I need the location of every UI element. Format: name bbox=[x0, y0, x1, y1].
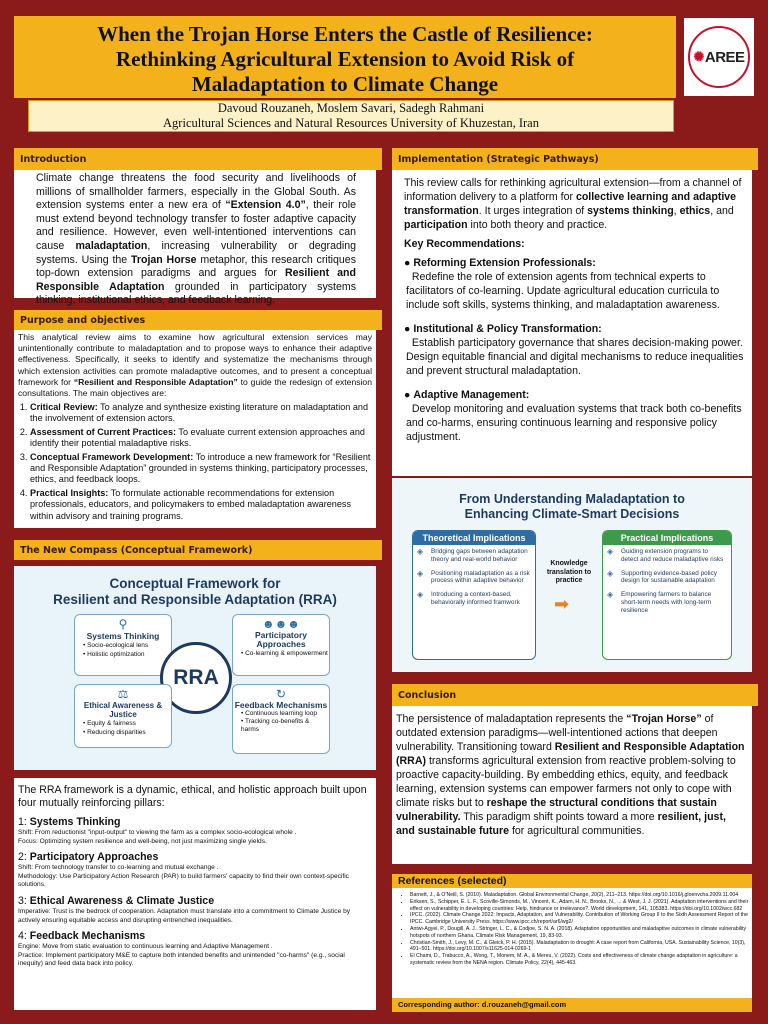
arrow-right-icon: ➡ bbox=[554, 594, 570, 614]
purpose-intro: This analytical review aims to examine how agricultural extension services may unintentionally contribute to maladaptation and to propose ways to enhance their adaptive effectiveness. Specifically, it seeks to identify and systematize the mechanisms through which extension activities can promote maladaptive outcomes, and to present a conceptual framework for “Resilient and Responsible Adaptation” to guide the redesign of extension consultations. The main objectives are: bbox=[18, 332, 372, 399]
practical-box: Practical Implications ◈ Guiding extension programs to detect and reduce maladaptive risks ◈ Supporting evidence-based policy design for sustainable adaptation ◈ Empowering farmers to balance short-term needs with long-term resilience bbox=[602, 530, 732, 660]
conclusion-text: The persistence of maladaptation represents the “Trojan Horse” of outdated extension paradigms—well-intentioned actions that deepen vulnerability. Transitioning toward Resilient and Responsible Adaptation (RRA) transforms agricultural extension from reactive problem-solving to proactive capacity-building. By embedding ethics, equity, and feedback learning, extension systems can empower farmers not only to cope with climate risks but to reshape the structural conditions that sustain vulnerability. This paradigm shift points toward a more resilient, just, and sustainable future for agricultural communities. bbox=[396, 713, 745, 837]
reference-item: • Antwi-Agyei, P., Dougill, A. J., Stringer, L. C., & Codjoe, S. N. A. (2018). Adaptation opportunities and maladaptive outcomes in climate vulnerability hotspots of northern Ghana. Climate Risk Management, 19, 83-93. bbox=[410, 926, 752, 940]
title-line-2: Rethinking Agricultural Extension to Avoid Risk of bbox=[115, 47, 575, 71]
pillar-ethical: ⚖ Ethical Awareness & Justice • Equity & fairness • Reducing disparities bbox=[74, 684, 172, 748]
section-title-compass: The New Compass (Conceptual Framework) bbox=[14, 540, 382, 560]
reference-item: • IPCC. (2022). Climate Change 2022: Impacts, Adaptation, and Vulnerability. Contribution of Working Group II to the Sixth Assessment Report of the IPCC. Cambridge University Press. https://www.ipcc.ch/report/ar6/wg2/ bbox=[410, 912, 752, 926]
pillar-systems-thinking: ⚲ Systems Thinking • Socio-ecological lens • Holistic optimization bbox=[74, 614, 172, 676]
maple-leaf-icon: ✺ bbox=[693, 49, 704, 64]
reference-item: • El Chami, D., Trabucco, A., Wong, T., Monem, M. A., & Mereu, V. (2022). Costs and effectiveness of climate change adaptation in agriculture: a systematic review from the NENA region. Climate Policy, 22(4), 445-463. bbox=[410, 953, 752, 967]
recommendation-item: ● Institutional & Policy Transformation: Establish participatory governance that shares decision-making power. Design equitable financial and digital mechanisms to reduce inequalities and prevent structural maladaptation. bbox=[404, 323, 744, 377]
corresponding-author: Corresponding author: d.rouzaneh@gmail.com bbox=[392, 998, 752, 1012]
rra-summary: The RRA framework is a dynamic, ethical, and holistic approach built upon four mutually reinforcing pillars: bbox=[18, 784, 367, 809]
rra-framework-diagram bbox=[14, 566, 376, 770]
section-title-implementation: Implementation (Strategic Pathways) bbox=[392, 148, 758, 170]
maladaptation-diagram bbox=[392, 478, 752, 672]
poster-title bbox=[14, 16, 676, 98]
pillar-description: 2: Participatory Approaches Shift: From technology transfer to co-learning and mutual exchange . Methodology: Use Participatory Action Research (PAR) to build farmers' capacity to find their own context-specific solutions. bbox=[18, 851, 349, 889]
reference-item: • Christian-Smith, J., Levy, M. C., & Gleick, P. H. (2015). Maladaptation to drought: A case report from California, USA. Sustainability Science, 10(3), 491–501. https://doi.org/10.1007/s11625-014-0269-1 bbox=[410, 940, 752, 954]
scales-icon: ⚖ bbox=[117, 687, 129, 701]
objective-item: 1. Critical Review: To analyze and synthesize existing literature on maladaptation and the involvement of extension actors. bbox=[30, 402, 372, 425]
implementation-text: This review calls for rethinking agricultural extension—from a channel of information delivery to a platform for collective learning and adaptive transformation. It urges integration of systems thinking, ethics, and participation into both theory and practice. bbox=[404, 177, 742, 231]
introduction-text: Climate change threatens the food security and livelihoods of millions of smallholder farmers, especially in the Global South. As extension systems enter a new era of “Extension 4.0”, their role must extend beyond technology transfer to foster adaptive capacity and resilience. However, even well-intentioned interventions can cause maladaptation, increasing vulnerability or degrading systems. Using the Trojan Horse metaphor, this research critiques top-down extension paradigms and argues for Resilient and Responsible Adaptation grounded in participatory systems thinking, institutional ethics, and feedback learning. bbox=[36, 172, 356, 307]
section-title-conclusion: Conclusion bbox=[392, 684, 758, 706]
objectives-list bbox=[18, 402, 372, 524]
objective-item: 4. Practical Insights: To formulate actionable recommendations for extension professionals, educators, and policymakers to embed maladaptation awareness within advisory and training programs. bbox=[30, 488, 372, 522]
knowledge-translation-label: Knowledge translation to practice bbox=[546, 560, 592, 584]
right-implication-item: ◈ Supporting evidence-based policy design for sustainable adaptation bbox=[607, 568, 717, 585]
rra-pillars-description bbox=[14, 778, 376, 1010]
purpose-panel bbox=[14, 330, 376, 528]
references-panel bbox=[392, 874, 752, 1012]
title-line-1: When the Trojan Horse Enters the Castle of Resilience: bbox=[97, 22, 593, 46]
left-implication-item: ◈ Introducing a context-based, behaviorally informed framwork bbox=[417, 590, 520, 606]
implementation-panel bbox=[392, 170, 752, 476]
section-title-purpose: Purpose and objectives bbox=[14, 310, 382, 330]
left-implication-item: ◈ Positioning maladaptation as a risk process within adaptive behavior bbox=[417, 568, 530, 585]
diagram-title: Conceptual Framework for Resilient and Responsible Adaptation (RRA) bbox=[53, 576, 337, 607]
pillar-description: 3: Ethical Awareness & Climate Justice Imperative: Trust is the bedrock of cooperation. Adaptation must translate into a commitment to Climate Justice by actively ensuring equitable access and disrupting entrenched inequalities. bbox=[18, 894, 351, 924]
authors-block bbox=[28, 100, 674, 132]
section-title-introduction: Introduction bbox=[14, 148, 382, 170]
people-icon: ☻☻☻ bbox=[262, 617, 300, 631]
references-title: References (selected) bbox=[392, 874, 752, 888]
objective-item: 3. Conceptual Framework Development: To introduce a new framework for “Resilient and Responsible Adaptation” grounded in systems thinking, participatory processes, ethics, and feedback loops. bbox=[30, 452, 372, 486]
aree-logo: ✺ AREE bbox=[684, 18, 754, 96]
pillar-feedback: ↻ Feedback Mechanisms • Continuous learning loop • Tracking co-benefits & harms bbox=[232, 684, 330, 754]
pillar-participatory: ☻☻☻ Participatory Approaches • Co-learning & empowerment bbox=[232, 614, 330, 676]
title-line-3: Maladaptation to Climate Change bbox=[191, 72, 499, 96]
diagram2-title: From Understanding Maladaptation to Enhancing Climate-Smart Decisions bbox=[459, 492, 685, 521]
right-implication-item: ◈ Guiding extension programs to detect and reduce maladaptive risks bbox=[607, 547, 724, 563]
pillar-description: 1: Systems Thinking Shift: From reductionist "input-output" to viewing the farm as a complex socio-ecological whole . Focus: Optimizing system resilience and well-being, not just maximizing single yields. bbox=[18, 816, 297, 845]
cycle-icon: ↻ bbox=[275, 687, 287, 701]
reference-item: • Barnett, J., & O'Neill, S. (2010). Maladaptation. Global Environmental Change, 20(2), 211–213. https://doi.org/10.1016/j.gloenvcha.2009.11.004 bbox=[410, 892, 752, 899]
recommendation-item: ● Reforming Extension Professionals: Redefine the role of extension agents from technical experts to facilitators of co-learning. Update agricultural education curricula to include soft skills, systems thinking, and maladaptation awareness. bbox=[404, 257, 720, 311]
rra-center-circle: RRA bbox=[160, 642, 232, 714]
recommendation-item: ● Adaptive Management: Develop monitoring and evaluation systems that track both co-benefits and co-harms, ensuring continuous learning and responsive policy adjustment. bbox=[404, 389, 742, 443]
key-recommendations-heading: Key Recommendations: bbox=[404, 238, 525, 250]
objective-item: 2. Assessment of Current Practices: To evaluate current extension approaches and identify their potential maladaptive risks. bbox=[30, 427, 372, 450]
network-icon: ⚲ bbox=[118, 617, 128, 631]
affiliation: Agricultural Sciences and Natural Resources University of Khuzestan, Iran bbox=[163, 116, 539, 130]
reference-item: • Eriksen, S., Schipper, E. L. F., Scoville-Simonds, M., Vincent, K., Adam, H. N., Brooks, N., ... & West, J. J. (2021). Adaptation interventions and their effect on vulnerability in developing countries: Help, hindrance or irrelevance?. World development, 141, 105383. https://doi.org/10.1002/wcc.682 bbox=[410, 899, 752, 913]
theoretical-box: Theoretical Implications ◈ Bridging gaps between adaptation theory and real-world behavior ◈ Positioning maladaptation as a risk process within adaptive behavior ◈ Introducing a context-based, behaviorally informed framwork bbox=[412, 530, 536, 660]
left-implication-item: ◈ Bridging gaps between adaptation theory and real-world behavior bbox=[417, 547, 528, 563]
introduction-panel bbox=[14, 170, 376, 307]
conclusion-panel bbox=[392, 706, 752, 864]
authors: Davoud Rouzaneh, Moslem Savari, Sadegh Rahmani bbox=[217, 101, 485, 115]
right-implication-item: ◈ Empowering farmers to balance short-term needs with long-term resilience bbox=[607, 590, 712, 614]
pillar-description: 4: Feedback Mechanisms Engine: Move from static evaluation to continuous learning and Adaptive Management . Practice: Implement participatory M&E to capture both intended benefits and unintended "co-harms" (e.g., social inequity) and feed data back into policy. bbox=[18, 930, 345, 968]
